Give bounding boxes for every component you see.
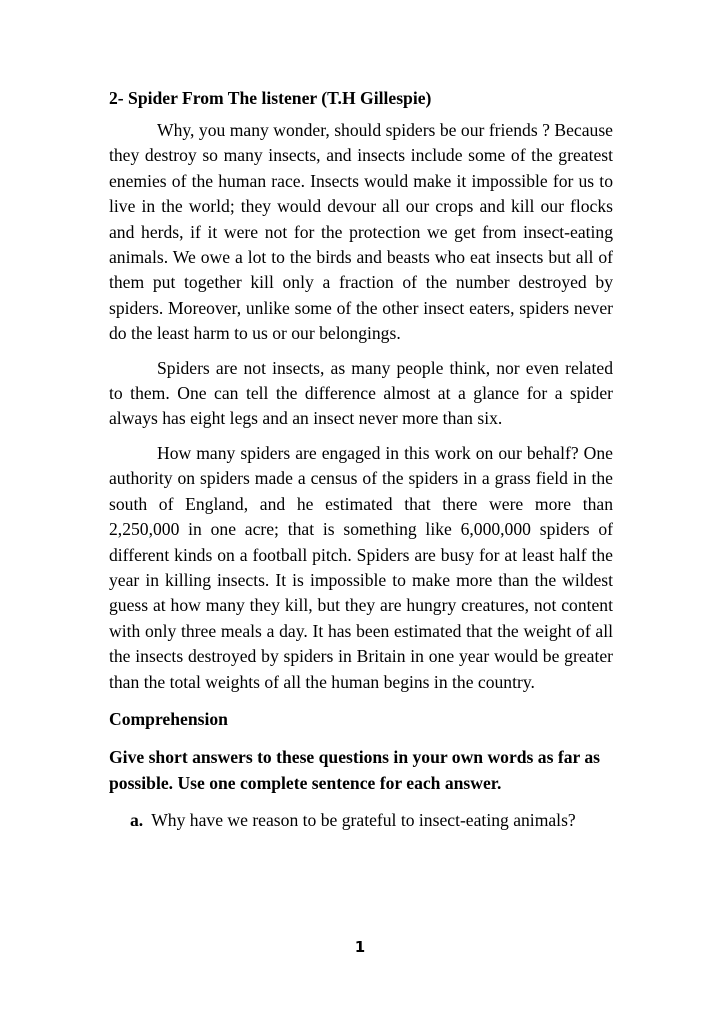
question-item — [109, 808, 613, 832]
document-body — [109, 86, 613, 832]
comprehension-instructions: Give short answers to these questions in your own words as far as possible. Use one complete sentence for each answer. — [109, 746, 601, 793]
question-text: Why have we reason to be grateful to insect-eating animals? — [151, 809, 576, 830]
paragraph-3: How many spiders are engaged in this work on our behalf? One authority on spiders made a census of the spiders in a grass field in the south of England, and he estimated that there were more than 2,250,000 in one acre; that is something like 6,000,000 spiders of different kinds on a football pitch. Spiders are busy for at least half the year in killing insects. It is impossible to make more than the wildest guess at how many they kill, but they are hungry creatures, not content with only three meals a day. It has been estimated that the weight of all the insects destroyed by spiders in Britain in one year would be greater than the total weights of all the human begins in the country. — [109, 442, 613, 692]
question-letter: a. — [130, 809, 144, 830]
page-number: 1 — [354, 938, 366, 956]
paragraph-2: Spiders are not insects, as many people think, nor even related to them. One can tell the difference almost at a glance for a spider always has eight legs and an insect never more than six. — [109, 357, 613, 429]
paragraph-1: Why, you many wonder, should spiders be our friends ? Because they destroy so many insects, and insects include some of the greatest enemies of the human race. Insects would make it impossible for us to live in the world; they would devour all our crops and kill our flocks and herds, if it were not for the protection we get from insect-eating animals. We owe a lot to the birds and beasts who eat insects but all of them put together kill only a fraction of the number destroyed by spiders. Moreover, unlike some of the other insect eaters, spiders never do the least harm to us or our belongings. — [109, 120, 613, 344]
article-heading: 2- Spider From The listener (T.H Gillespie) — [109, 88, 432, 108]
comprehension-title: Comprehension — [109, 708, 228, 729]
